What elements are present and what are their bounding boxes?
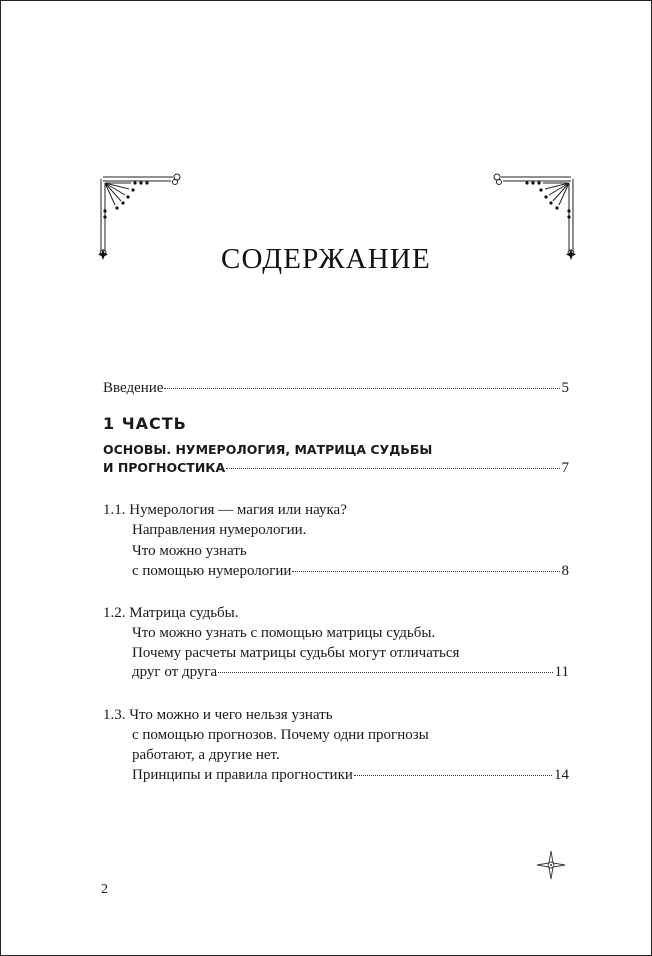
toc-entry-1-1[interactable] [132, 561, 569, 581]
toc-entry-1-3[interactable] [132, 765, 569, 785]
toc-entry-1-2[interactable] [132, 662, 569, 682]
toc-entry-1-1-line: Направления нумерологии. [132, 522, 307, 538]
toc-entry-1-3-line: с помощью прогнозов. Почему одни прогнозы [132, 727, 429, 743]
toc-entry-1-3-line: 1.3. Что можно и чего нельзя узнать [103, 707, 333, 723]
toc-page-number: 7 [561, 460, 569, 476]
toc-page-number: 14 [554, 767, 569, 783]
toc-entry-1-2-line: Почему расчеты матрицы судьбы могут отличаться [132, 645, 460, 661]
page-title: СОДЕРЖАНИЕ [221, 243, 431, 275]
page-number: 2 [101, 882, 108, 897]
toc-entry-label: Принципы и правила прогностики [132, 767, 353, 783]
toc-entry-1-2-line: Что можно узнать с помощью матрицы судьбы. [132, 625, 436, 641]
toc-page-number: 11 [554, 664, 569, 680]
toc-entry-label: с помощью нумерологии [132, 563, 292, 579]
toc-entry-label: И ПРОГНОСТИКА [103, 460, 226, 475]
dot-leader [292, 571, 559, 572]
sparkle-star-icon [535, 849, 567, 881]
toc-page-number: 5 [561, 380, 569, 396]
toc-entry-label: друг от друга [132, 664, 218, 680]
dot-leader [354, 775, 552, 776]
dot-leader [164, 388, 559, 389]
toc-entry-1-1-line: Что можно узнать [132, 543, 247, 559]
toc-entry-section[interactable] [103, 458, 569, 478]
toc-page-number: 8 [561, 563, 569, 579]
part-heading: 1 ЧАСТЬ [103, 414, 187, 433]
toc-entry-1-3-line: работают, а другие нет. [132, 747, 280, 763]
toc-entry-label: Введение [103, 380, 164, 396]
section-heading: ОСНОВЫ. НУМЕРОЛОГИЯ, МАТРИЦА СУДЬБЫ [103, 442, 433, 457]
dot-leader [218, 672, 552, 673]
toc-entry-intro[interactable] [103, 378, 569, 398]
dot-leader [226, 468, 559, 469]
toc-entry-1-1-line: 1.1. Нумерология — магия или наука? [103, 502, 347, 518]
toc-entry-1-2-line: 1.2. Матрица судьбы. [103, 605, 239, 621]
